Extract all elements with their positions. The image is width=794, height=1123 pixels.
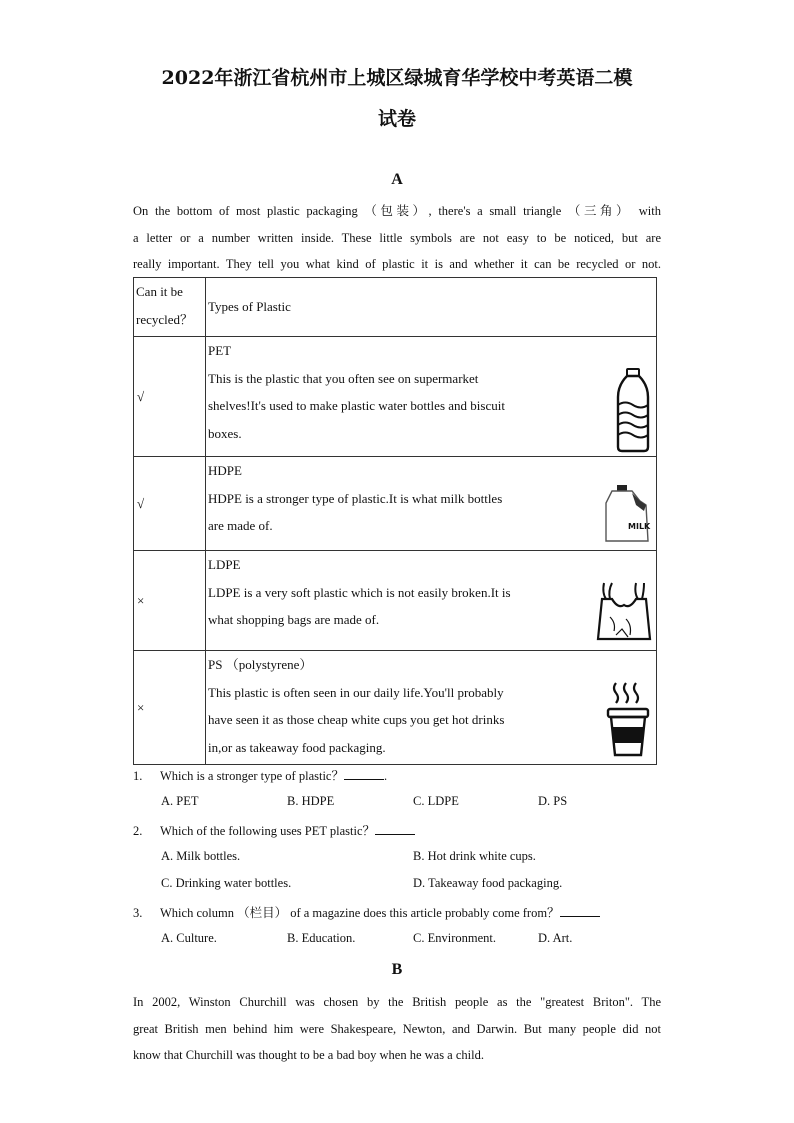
shopping-bag-icon (596, 579, 652, 645)
option-a[interactable]: A. Culture. (161, 931, 217, 945)
recyclable-mark: √ (137, 495, 145, 511)
answer-blank[interactable] (375, 822, 415, 835)
question-suffix: . (383, 769, 388, 783)
recyclable-cell (134, 551, 206, 651)
section-b-heading: B (391, 961, 403, 978)
type-cell (206, 551, 657, 651)
hot-cup-icon (604, 679, 652, 759)
recyclable-mark: × (137, 592, 145, 608)
option-a[interactable]: A. Milk bottles. (161, 849, 241, 863)
type-cell (206, 337, 657, 457)
option-b[interactable]: B. HDPE (287, 794, 335, 808)
table-row (134, 457, 657, 551)
intro-line: On the bottom of most plastic packaging （包装）, there's a small triangle （三角） with (133, 204, 661, 218)
option-d[interactable]: D. PS (538, 794, 568, 808)
question-number: 1. (133, 769, 143, 783)
milk-label: MILK (628, 522, 651, 531)
plastic-desc-line: LDPE is a very soft plastic which is not easily broken.It is (208, 584, 511, 600)
passage-line: know that Churchill was thought to be a bad boy when he was a child. (133, 1048, 484, 1062)
recyclable-mark: × (137, 699, 145, 715)
intro-line: a letter or a number written inside. These little symbols are not easy to be noticed, but are (133, 230, 661, 245)
table-row (134, 337, 657, 457)
plastic-name: PET (208, 343, 232, 358)
header-types: Types of Plastic (208, 299, 291, 315)
intro-line: really important. They tell you what kind of plastic it is and whether it can be recycled or not. (133, 257, 661, 271)
plastic-desc-line: are made of. (208, 518, 273, 533)
header-recyclable-line2: recycled？ (136, 311, 194, 327)
header-recyclable-cell (134, 278, 206, 337)
plastic-name: LDPE (208, 557, 241, 572)
option-c[interactable]: C. Drinking water bottles. (161, 876, 292, 890)
section-a-heading: A (391, 171, 403, 188)
plastic-desc-line: This is the plastic that you often see on supermarket (208, 370, 479, 386)
recyclable-cell (134, 337, 206, 457)
answer-blank[interactable] (560, 904, 600, 917)
question-3 (133, 903, 600, 921)
exam-title-line1: 2022年浙江省杭州市上城区绿城育华学校中考英语二模 (161, 67, 633, 89)
header-types-cell (206, 278, 657, 337)
recyclable-cell (134, 651, 206, 765)
option-d[interactable]: D. Takeaway food packaging. (413, 876, 563, 890)
question-text: Which is a stronger type of plastic？ (160, 769, 344, 783)
option-b[interactable]: B. Education. (287, 931, 356, 945)
milk-jug-icon (602, 483, 652, 545)
water-bottle-icon (614, 367, 652, 453)
passage-line: great British men behind him were Shakespeare, Newton, and Darwin. But many people did not (133, 1021, 661, 1036)
recyclable-mark: √ (137, 388, 145, 404)
type-cell (206, 457, 657, 551)
question-2 (133, 821, 415, 839)
option-c[interactable]: C. Environment. (413, 931, 496, 945)
type-cell (206, 651, 657, 765)
plastic-desc-line: what shopping bags are made of. (208, 612, 380, 627)
table-header-row (134, 278, 657, 337)
header-recyclable-line1: Can it be (136, 284, 183, 299)
table-row (134, 551, 657, 651)
option-a[interactable]: A. PET (161, 794, 199, 808)
recyclable-cell (134, 457, 206, 551)
plastic-desc-line: HDPE is a stronger type of plastic.It is what milk bottles (208, 490, 503, 506)
plastic-desc-line: boxes. (208, 425, 242, 441)
plastic-desc-line: in,or as takeaway food packaging. (208, 739, 386, 755)
passage-line: In 2002, Winston Churchill was chosen by the British people as the "greatest Briton". The (133, 995, 661, 1009)
table-row (134, 651, 657, 765)
option-d[interactable]: D. Art. (538, 931, 573, 945)
option-c[interactable]: C. LDPE (413, 794, 459, 808)
plastic-name: HDPE (208, 463, 242, 478)
plastic-desc-line: This plastic is often seen in our daily life.You'll probably (208, 684, 504, 700)
question-text: Which of the following uses PET plastic？ (160, 824, 376, 838)
section-b-passage (133, 989, 661, 1069)
option-b[interactable]: B. Hot drink white cups. (413, 849, 536, 863)
exam-title-line2: 试卷 (377, 108, 416, 130)
question-number: 2. (133, 824, 143, 838)
plastic-types-table (133, 277, 657, 765)
plastic-desc-line: have seen it as those cheap white cups you get hot drinks (208, 712, 505, 727)
question-text: Which column （栏目） of a magazine does this article probably come from？ (160, 906, 560, 920)
answer-blank[interactable] (344, 767, 384, 780)
plastic-name: PS （polystyrene） (208, 657, 313, 672)
plastic-desc-line: shelves!It's used to make plastic water bottles and biscuit (208, 398, 505, 413)
section-a-intro (133, 198, 661, 278)
question-number: 3. (133, 906, 143, 920)
question-1 (133, 766, 387, 784)
